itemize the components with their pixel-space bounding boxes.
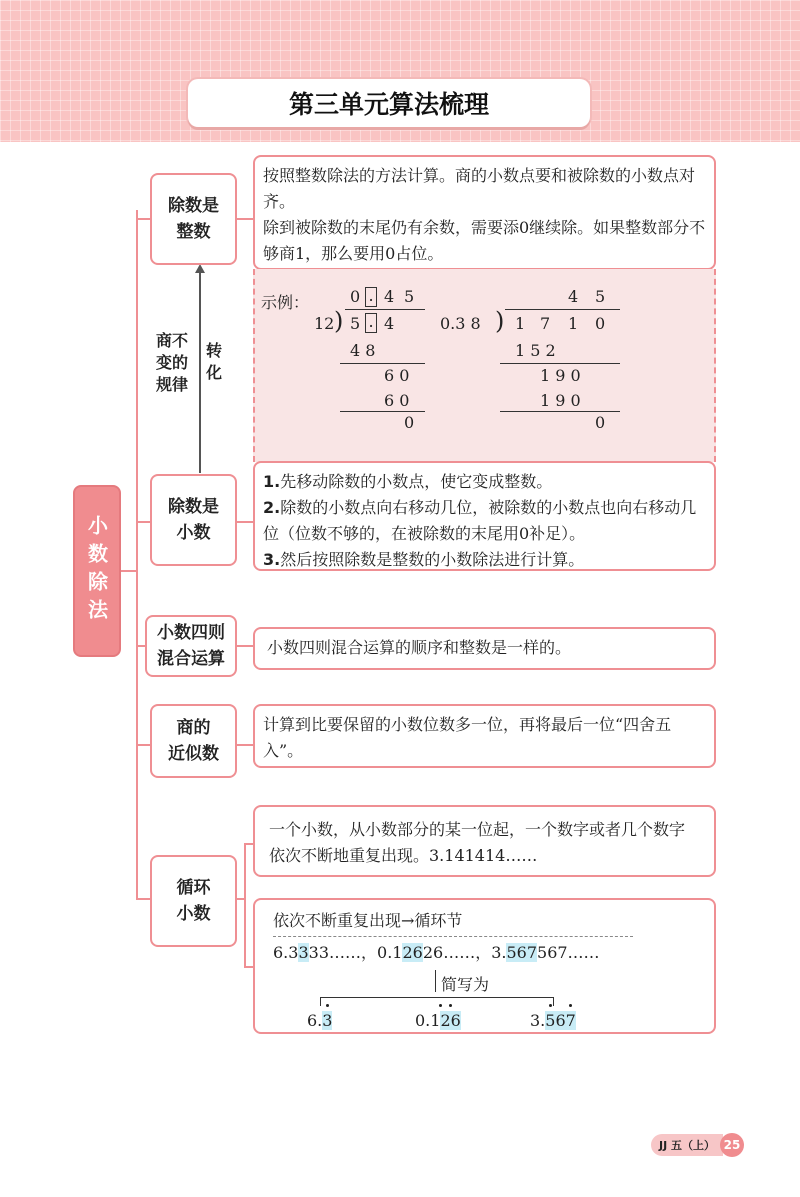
- link-1: [237, 218, 253, 220]
- link-3: [237, 645, 253, 647]
- sep-2: ，: [475, 943, 492, 962]
- link-2: [237, 521, 253, 523]
- s2-b: 26: [440, 1011, 461, 1030]
- branch-1: [136, 218, 150, 220]
- repeating-examples-row: [273, 940, 600, 966]
- ex2-d1: 7: [540, 314, 551, 333]
- example1: [300, 285, 440, 435]
- s2-a: 0.1: [415, 1011, 441, 1030]
- ex1-d2: 4: [384, 314, 395, 333]
- short-1: [307, 1008, 332, 1034]
- ex2-line2: [500, 411, 620, 412]
- r2-b: 26: [402, 943, 423, 962]
- ex2-bar: [505, 309, 620, 310]
- ex1-d0: 5: [350, 314, 361, 333]
- footer-book-label: JJ 五（上）: [651, 1134, 723, 1156]
- box-mixed-operations: 小数四则混合运算的顺序和整数是一样的。: [253, 627, 716, 670]
- ex2-bracket: ): [495, 307, 505, 335]
- branch-4: [136, 744, 150, 746]
- root-node: 小数除法: [73, 485, 121, 657]
- dashed-rule: [273, 936, 633, 937]
- ex2-r3: 0: [595, 413, 606, 432]
- short-2-dot-b: [449, 1004, 452, 1007]
- ex1-r3: 0: [404, 413, 415, 432]
- short-2: [415, 1008, 461, 1034]
- ex2-q0: 4: [568, 287, 579, 306]
- example2: [440, 285, 640, 435]
- r1-c: 33……: [308, 943, 361, 962]
- bracket-5: [244, 843, 246, 968]
- ex2-divisor: 0.3 8: [440, 314, 481, 333]
- short-3-dot-b: [569, 1004, 572, 1007]
- r3-a: 3.: [491, 943, 507, 962]
- s3-b: 567: [545, 1011, 576, 1030]
- ex1-bar: [345, 309, 425, 310]
- step-3: [263, 547, 706, 573]
- box-decimal-divisor: [253, 461, 716, 571]
- node-integer-divisor: 除数是 整数: [150, 173, 237, 265]
- trunk-line: [136, 210, 138, 900]
- box-repeating-examples: [253, 898, 716, 1034]
- root-connector: [121, 570, 137, 572]
- ex2-q1: 5: [595, 287, 606, 306]
- node-approximate-quotient: 商的 近似数: [150, 704, 237, 778]
- r1-b: 3: [298, 943, 309, 962]
- ex1-line2: [340, 411, 425, 412]
- ex1-line1: [340, 363, 425, 364]
- up-arrow: [199, 268, 201, 473]
- s1-b: 3: [322, 1011, 333, 1030]
- ex1-r1: 6 0: [384, 366, 410, 385]
- short-3: [530, 1008, 576, 1034]
- ex1-bracket: ): [334, 307, 344, 335]
- ex2-r1: 1 9 0: [540, 366, 581, 385]
- ex1-q1: .: [365, 287, 377, 307]
- node-decimal-divisor: 除数是 小数: [150, 474, 237, 566]
- example-label: 示例：: [261, 293, 310, 312]
- node-repeating-decimal: 循环 小数: [150, 855, 237, 947]
- ex2-d2: 1: [568, 314, 579, 333]
- step-1-text: 先移动除数的小数点，使它变成整数。: [280, 472, 553, 491]
- r2-a: 0.1: [377, 943, 403, 962]
- branch-2: [136, 521, 150, 523]
- r2-c: 26……: [422, 943, 476, 962]
- step-2: [263, 495, 706, 547]
- short-bracket: [320, 997, 554, 1006]
- r1-a: 6.3: [273, 943, 299, 962]
- short-label: 简写为: [441, 975, 490, 994]
- step-2-text: 除数的小数点向右移动几位，被除数的小数点也向右移动几位（位数不够的，在被除数的末尾用0补足）。: [263, 498, 697, 543]
- page-number: 25: [720, 1133, 744, 1157]
- ex1-r0: 4 8: [350, 341, 376, 360]
- box-integer-divisor: 按照整数除法的方法计算。商的小数点要和被除数的小数点对齐。 除到被除数的末尾仍有余数，需要添0继续除。如果整数部分不够商1，那么要用0占位。: [253, 155, 716, 270]
- ex2-d3: 0: [595, 314, 606, 333]
- step-3-text: 然后按照除数是整数的小数除法进行计算。: [280, 550, 585, 569]
- link-5: [237, 898, 245, 900]
- step-3-num: 3.: [263, 550, 281, 569]
- ex2-d0: 1: [515, 314, 526, 333]
- step-1: [263, 469, 706, 495]
- rule-label: 商不 变的 规律: [155, 331, 188, 394]
- r3-c: 567……: [537, 943, 600, 962]
- step-2-num: 2.: [263, 498, 281, 517]
- ex1-d1: .: [365, 313, 377, 333]
- short-3-dot-a: [549, 1004, 552, 1007]
- r3-b: 567: [506, 943, 538, 962]
- ex2-r2: 1 9 0: [540, 391, 581, 410]
- short-2-dot-a: [439, 1004, 442, 1007]
- ex1-r2: 6 0: [384, 391, 410, 410]
- box-repeating-definition: 一个小数，从小数部分的某一位起，一个数字或者几个数字依次不断地重复出现。3.141414……: [253, 805, 716, 877]
- ex2-r0: 1 5 2: [515, 341, 556, 360]
- branch-5: [136, 898, 150, 900]
- link-4: [237, 744, 253, 746]
- ex2-line1: [500, 363, 620, 364]
- step-1-num: 1.: [263, 472, 281, 491]
- short-1-dot: [326, 1004, 329, 1007]
- short-stem: [435, 970, 436, 992]
- ex1-q3: 5: [404, 287, 415, 306]
- s1-a: 6.: [307, 1011, 323, 1030]
- sep-1: ，: [361, 943, 378, 962]
- box-approximate-quotient: 计算到比要保留的小数位数多一位，再将最后一位“四舍五入”。: [253, 704, 716, 768]
- cycle-title: 依次不断重复出现→循环节: [273, 911, 463, 930]
- page-title: 第三单元算法梳理: [188, 79, 590, 127]
- ex1-q2: 4: [384, 287, 395, 306]
- ex1-divisor: 12: [314, 314, 335, 333]
- node-mixed-operations: 小数四则 混合运算: [145, 615, 237, 677]
- s3-a: 3.: [530, 1011, 546, 1030]
- transform-label: 转化: [205, 341, 222, 382]
- up-arrow-head: [195, 264, 205, 273]
- ex1-q0: 0: [350, 287, 361, 306]
